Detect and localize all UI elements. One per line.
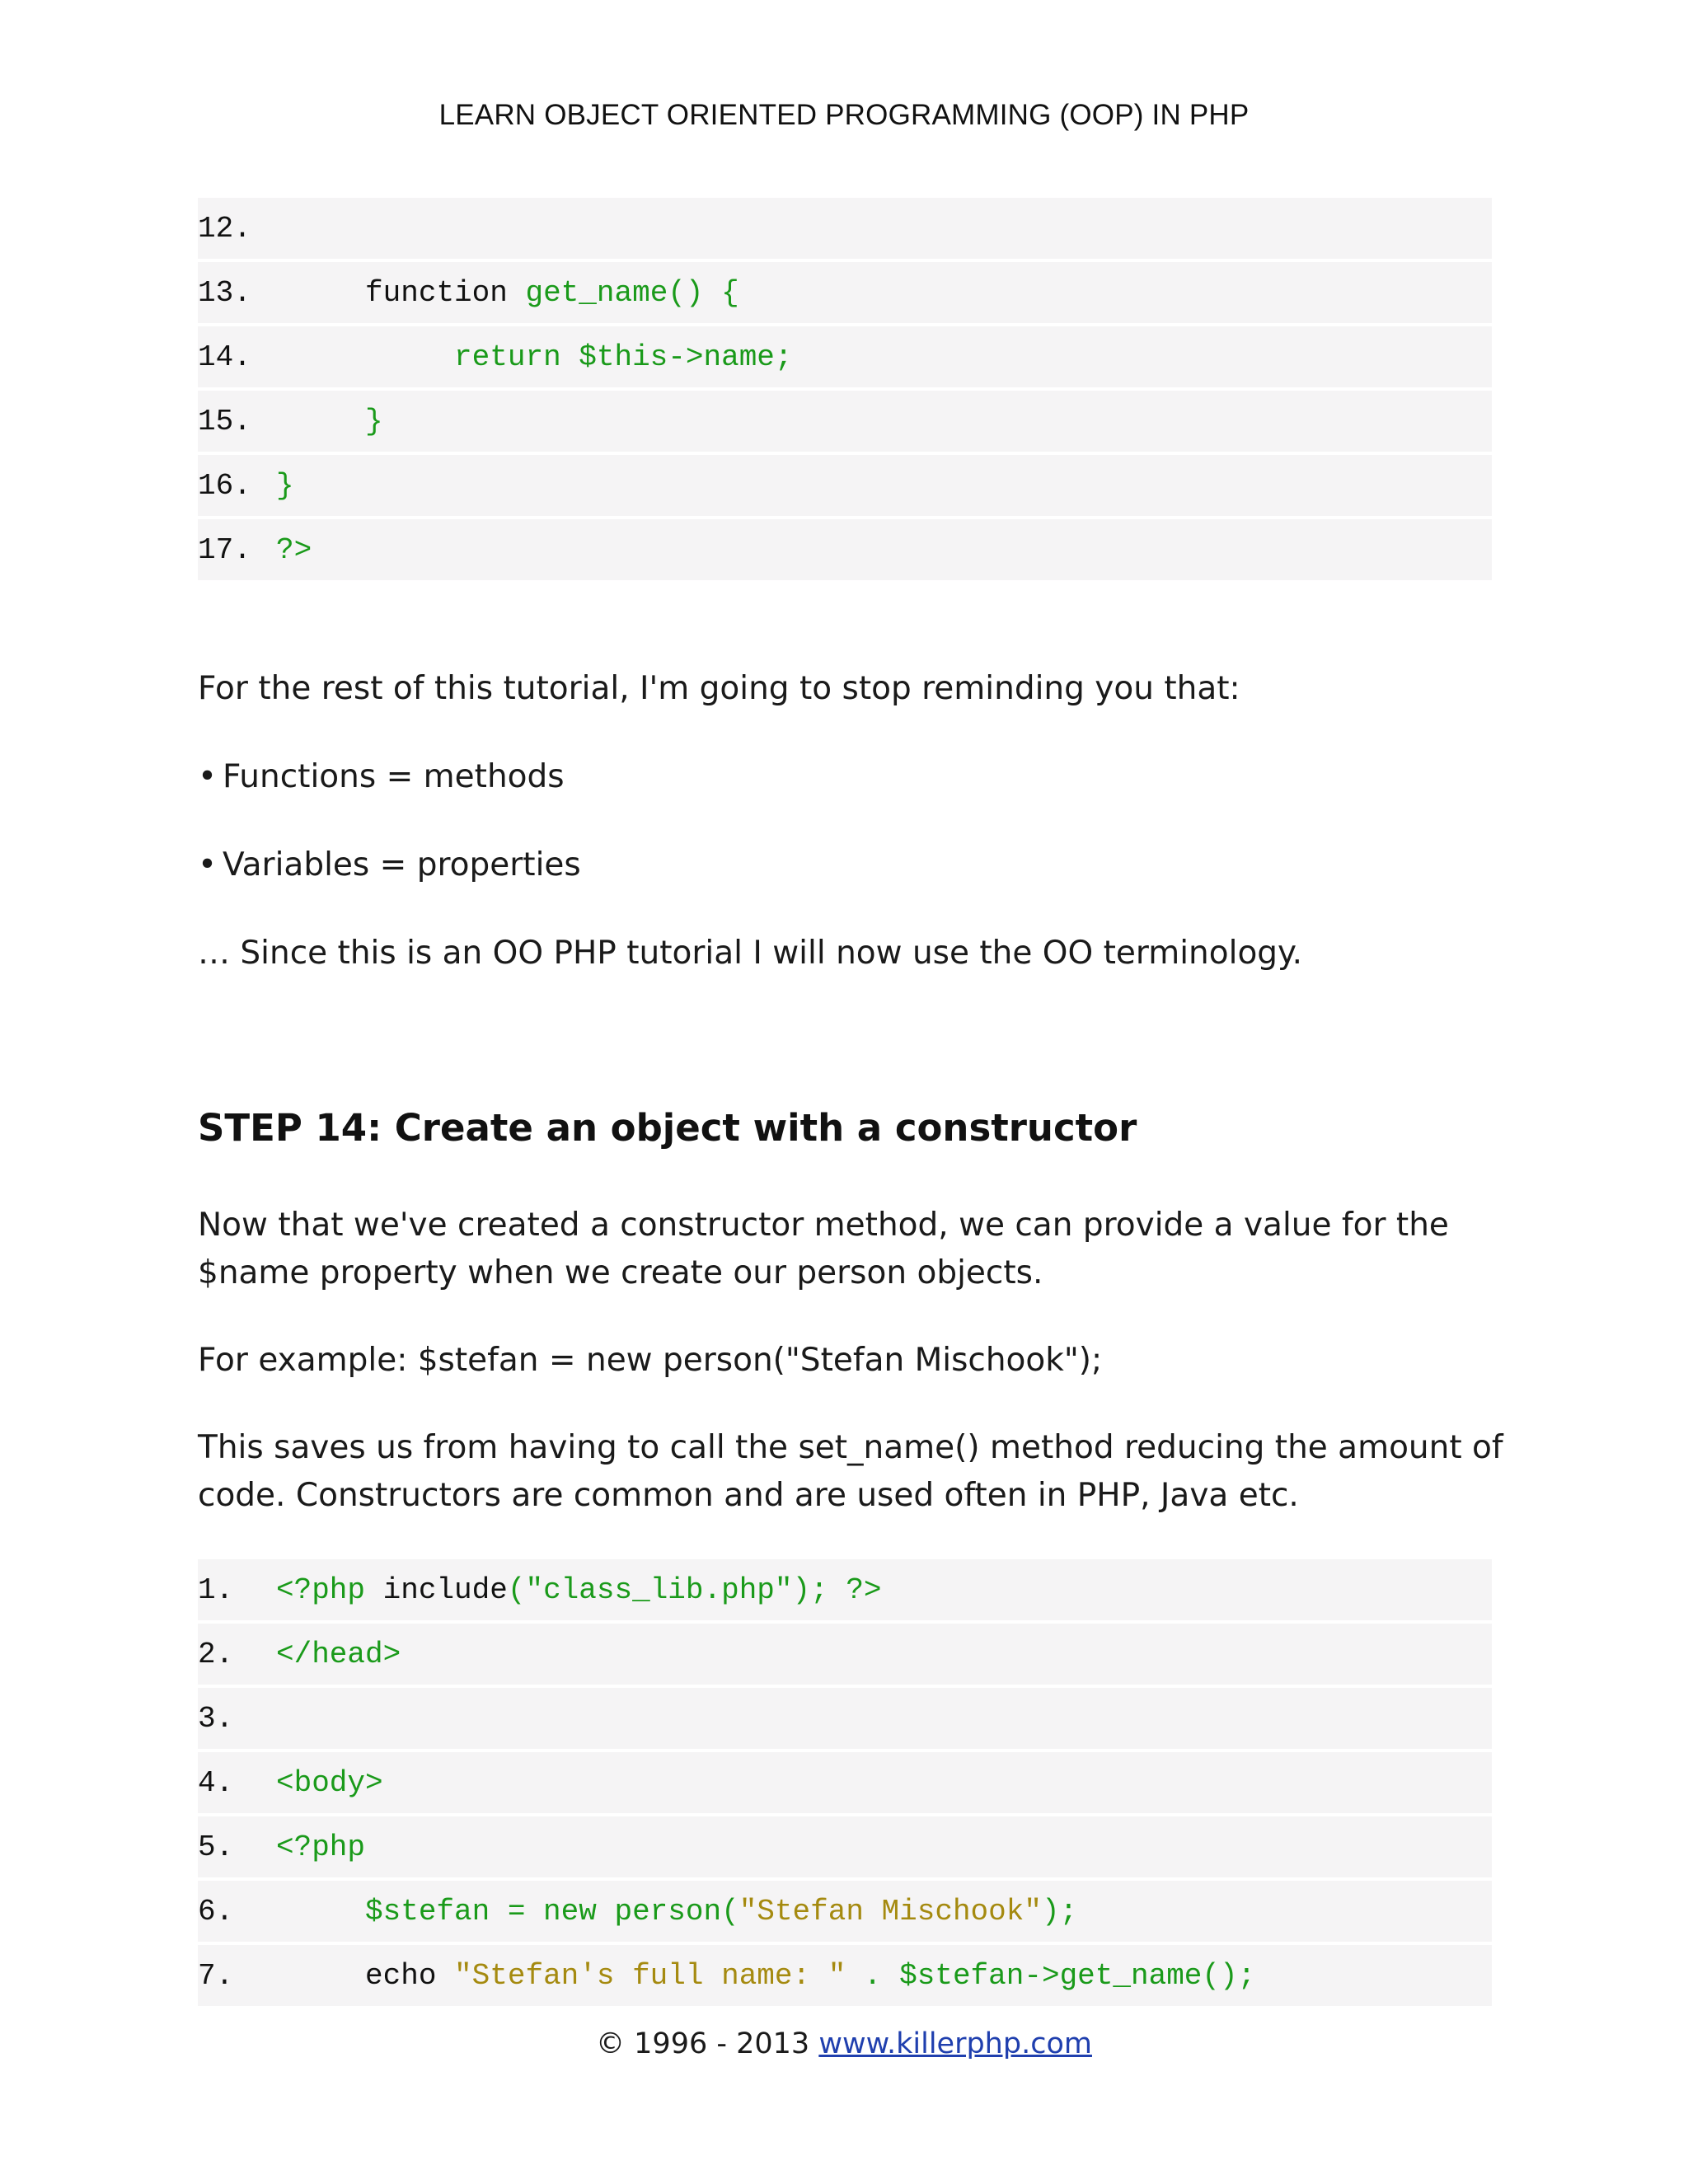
code-token: get_name() { (507, 275, 739, 310)
paragraph: This saves us from having to call the set_name() method reducing the amount of code. Constructors are common and are used often in PHP, Java etc. (198, 1429, 1503, 1514)
indent (276, 340, 454, 374)
code-token: ); (1041, 1894, 1078, 1929)
code-keyword: echo (276, 1958, 455, 1993)
code-line (198, 1881, 1492, 1942)
line-number: 13. (198, 275, 251, 310)
indent (276, 405, 365, 438)
bullet-text: Functions = methods (223, 758, 565, 795)
code-token: . $stefan->get_name(); (846, 1958, 1256, 1993)
line-number: 7. (198, 1958, 234, 1993)
code-token: </head> (276, 1637, 401, 1671)
line-number: 4. (198, 1765, 234, 1800)
line-number: 17. (198, 532, 251, 567)
line-number: 1. (198, 1572, 234, 1607)
bullet-text: Variables = properties (223, 846, 581, 883)
code-line (198, 198, 1492, 259)
line-number: 2. (198, 1637, 234, 1671)
line-number: 16. (198, 468, 251, 503)
code-block-usage (198, 1559, 1492, 2009)
bullet-item (198, 841, 1517, 889)
code-token: return $this->name; (454, 340, 793, 374)
line-number: 5. (198, 1830, 234, 1864)
page-header: LEARN OBJECT ORIENTED PROGRAMMING (OOP) IN PHP (438, 99, 1250, 131)
site-link[interactable]: www.killerphp.com (818, 2027, 1092, 2060)
intro-paragraph: For the rest of this tutorial, I'm going to stop reminding you that: (198, 670, 1240, 707)
code-keyword: function (365, 275, 508, 310)
page-footer (0, 2027, 1688, 2060)
line-number: 3. (198, 1701, 234, 1736)
paragraph: For example: $stefan = new person("Stefan Mischook"); (198, 1342, 1103, 1379)
code-string: "Stefan Mischook" (738, 1894, 1042, 1929)
code-token: ?> (276, 532, 312, 567)
code-line (198, 519, 1492, 580)
code-line (198, 1559, 1492, 1620)
bullet-item (198, 753, 1517, 801)
indent (276, 276, 365, 310)
bullet-dot: • (198, 758, 218, 795)
code-string: "Stefan's full name: " (454, 1958, 846, 1993)
code-line (198, 326, 1492, 387)
copyright-text: © 1996 - 2013 (596, 2027, 819, 2060)
code-line (198, 1752, 1492, 1813)
code-token: ("class_lib.php"); ?> (507, 1572, 882, 1607)
code-line (198, 262, 1492, 323)
code-token: <?php (276, 1572, 366, 1607)
code-token: <body> (276, 1765, 383, 1800)
code-line (198, 455, 1492, 516)
line-number: 6. (198, 1894, 234, 1929)
line-number: 12. (198, 211, 251, 246)
code-line (198, 1945, 1492, 2006)
section-heading: STEP 14: Create an object with a constructor (198, 1106, 1137, 1150)
paragraph: Now that we've created a constructor method, we can provide a value for the $name property when we create our person objects. (198, 1207, 1449, 1291)
outro-paragraph: … Since this is an OO PHP tutorial I will now use the OO terminology. (198, 935, 1302, 972)
line-number: 15. (198, 404, 251, 438)
code-keyword: include (365, 1572, 508, 1607)
code-token: } (365, 404, 383, 438)
code-token: <?php (276, 1830, 366, 1864)
code-token: } (276, 468, 294, 503)
bullet-dot: • (198, 846, 218, 883)
code-line (198, 1624, 1492, 1685)
code-token: $stefan = new person( (276, 1894, 739, 1929)
line-number: 14. (198, 340, 251, 374)
code-line (198, 391, 1492, 452)
code-block-class (198, 198, 1492, 583)
code-line (198, 1688, 1492, 1749)
code-line (198, 1816, 1492, 1877)
